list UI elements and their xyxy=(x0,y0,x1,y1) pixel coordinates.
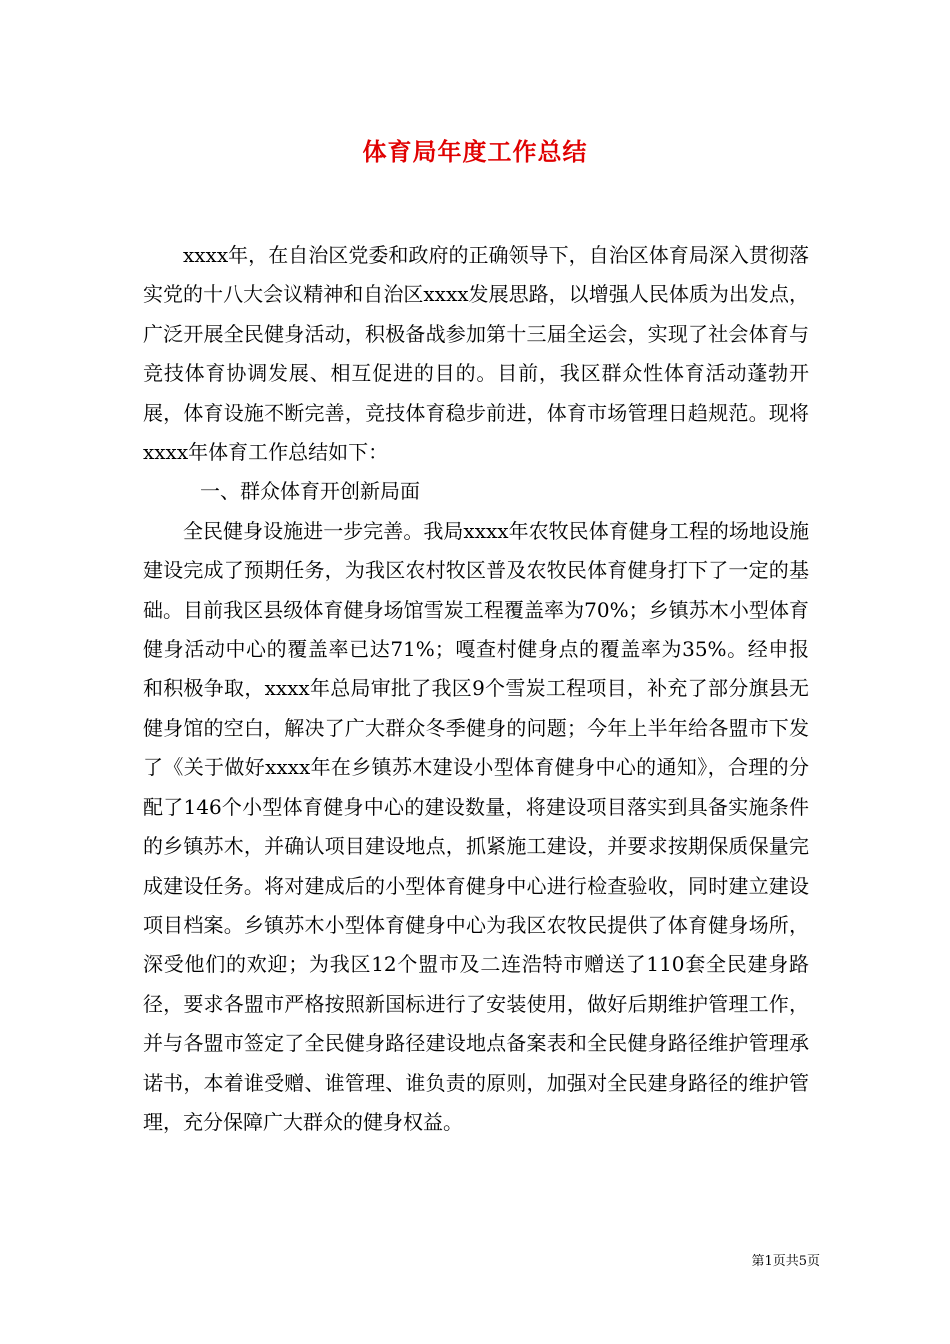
intro-paragraph: xxxx年，在自治区党委和政府的正确领导下，自治区体育局深入贯彻落实党的十八大会议精神和自治区xxxx发展思路，以增强人民体质为出发点，广泛开展全民健身活动，积极备战参加第十三届全运会，实现了社会体育与竞技体育协调发展、相互促进的目的。目前，我区群众性体育活动蓬勃开展，体育设施不断完善，竞技体育稳步前进，体育市场管理日趋规范。现将xxxx年体育工作总结如下： xyxy=(143,243,809,465)
page-number-footer: 第1页共5页 xyxy=(751,1254,820,1269)
document-body xyxy=(143,236,809,1142)
section-heading: 一、群众体育开创新局面 xyxy=(200,479,420,504)
document-title: 体育局年度工作总结 xyxy=(362,137,588,166)
section-paragraph: 全民健身设施进一步完善。我局xxxx年农牧民体育健身工程的场地设施建设完成了预期任务，为我区农村牧区普及农牧民体育健身打下了一定的基础。目前我区县级体育健身场馆雪炭工程覆盖率为70%；乡镇苏木小型体育健身活动中心的覆盖率已达71%；嘎查村健身点的覆盖率为35%。经申报和积极争取，xxxx年总局审批了我区9个雪炭工程项目，补充了部分旗县无健身馆的空白，解决了广大群众冬季健身的问题；今年上半年给各盟市下发了《关于做好xxxx年在乡镇苏木建设小型体育健身中心的通知》，合理的分配了146个小型体育健身中心的建设数量，将建设项目落实到具备实施条件的乡镇苏木，并确认项目建设地点，抓紧施工建设，并要求按期保质保量完成建设任务。将对建成后的小型体育健身中心进行检查验收，同时建立建设项目档案。乡镇苏木小型体育健身中心为我区农牧民提供了体育健身场所，深受他们的欢迎；为我区12个盟市及二连浩特市赠送了110套全民建身路径，要求各盟市严格按照新国标进行了安装使用，做好后期维护管理工作，并与各盟市签定了全民健身路径建设地点备案表和全民健身路径维护管理承诺书，本着谁受赠、谁管理、谁负责的原则，加强对全民建身路径的维护管理，充分保障广大群众的健身权益。 xyxy=(143,518,809,1134)
